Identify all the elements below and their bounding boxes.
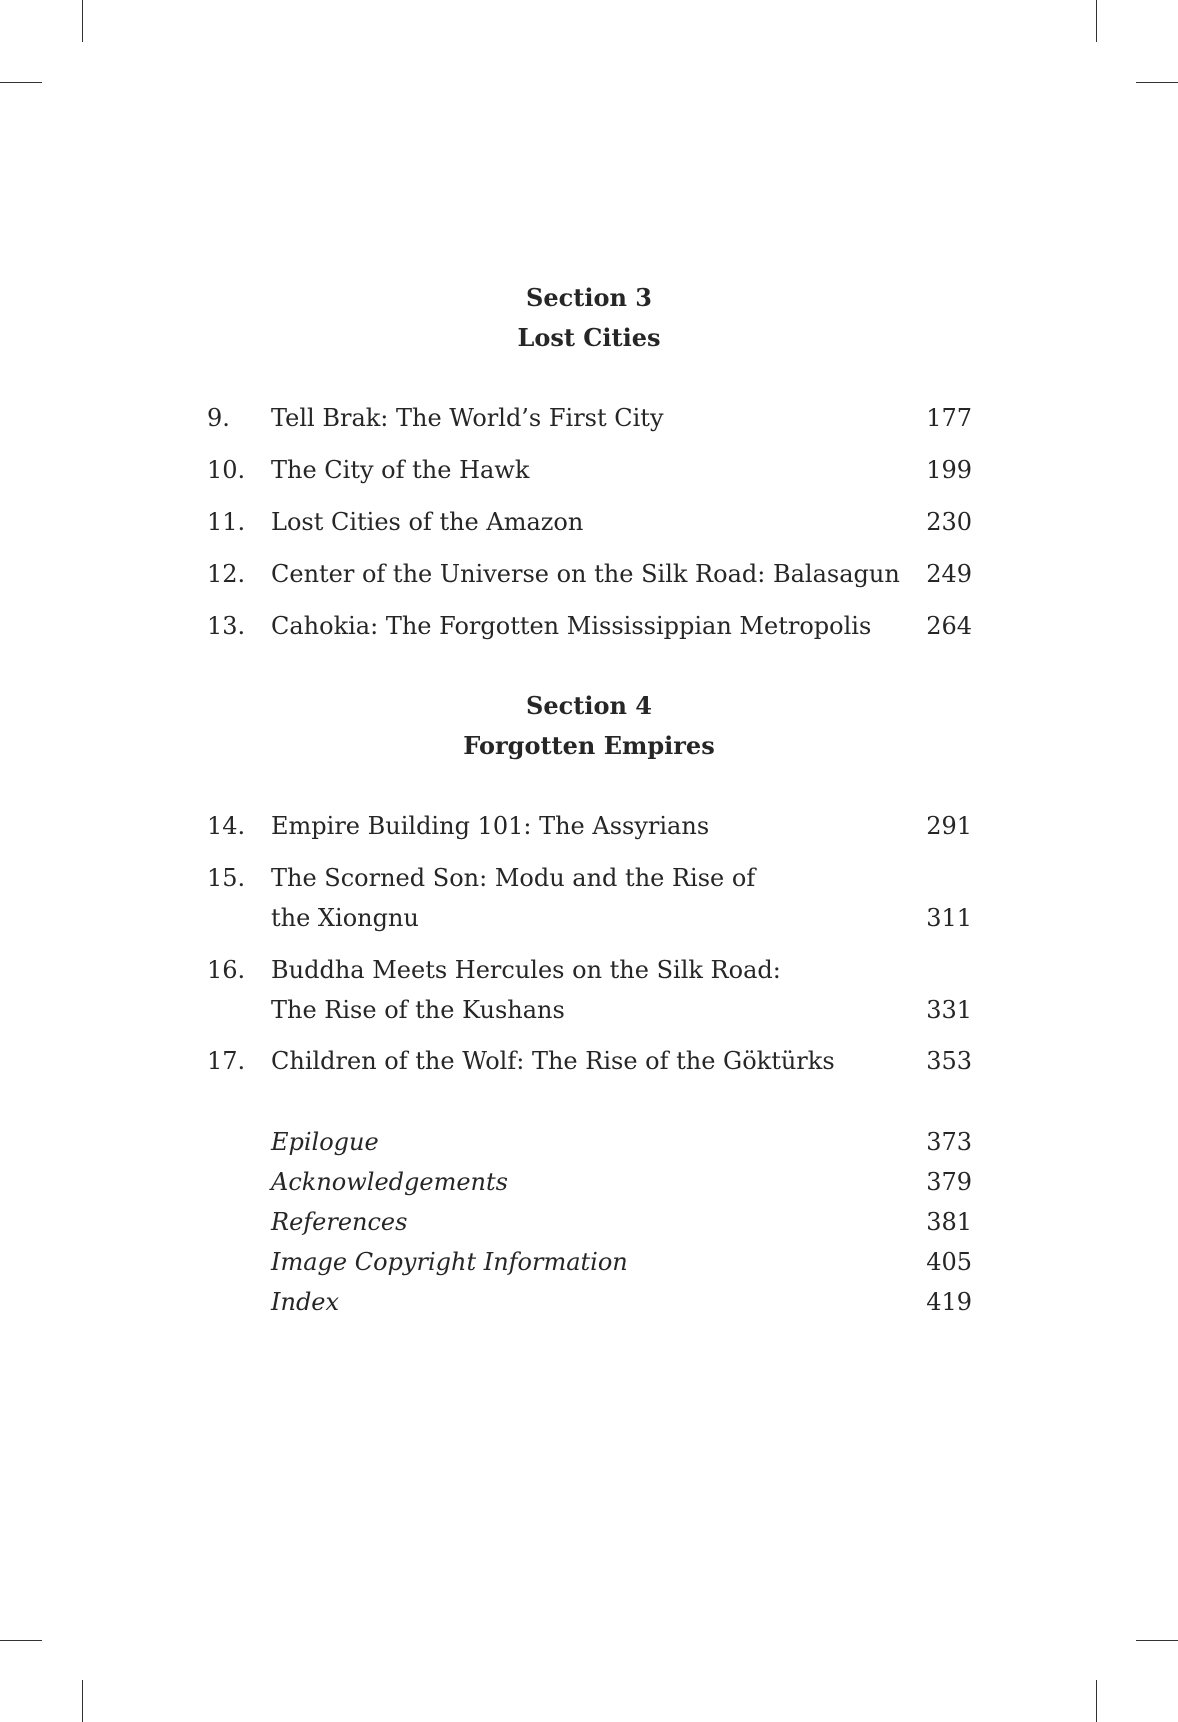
chapter-title-line: The City of the Hawk (271, 456, 530, 484)
crop-mark-top-right (1096, 0, 1097, 42)
chapter-title-line: The Scorned Son: Modu and the Rise of (271, 864, 756, 892)
chapter-title (271, 398, 891, 438)
toc-entry[interactable] (0, 502, 1178, 542)
chapter-title (271, 858, 891, 938)
page-number: 311 (926, 904, 972, 932)
chapter-number: 16. (207, 956, 246, 984)
chapter-number: 14. (207, 812, 246, 840)
chapter-title-line: the Xiongnu (271, 904, 419, 932)
chapter-title (271, 554, 900, 594)
page-number: 264 (926, 612, 972, 640)
backmatter-title (271, 1122, 891, 1162)
page-number: 331 (926, 996, 972, 1024)
crop-mark-top-left-h (0, 82, 42, 83)
page-number: 405 (926, 1248, 972, 1276)
page-number: 199 (926, 456, 972, 484)
toc-entry-backmatter[interactable] (0, 1162, 1178, 1202)
toc-entry-backmatter[interactable] (0, 1202, 1178, 1242)
toc-entry[interactable] (0, 950, 1178, 1030)
chapter-number: 11. (207, 508, 246, 536)
page-number: 379 (926, 1168, 972, 1196)
page-number: 373 (926, 1128, 972, 1156)
chapter-title-line: Children of the Wolf: The Rise of the Göktürks (271, 1047, 835, 1075)
chapter-title (271, 950, 891, 1030)
chapter-title-line: Lost Cities of the Amazon (271, 508, 584, 536)
toc-entry-backmatter[interactable] (0, 1242, 1178, 1282)
toc-entry[interactable] (0, 1041, 1178, 1081)
page-number: 249 (926, 560, 972, 588)
chapter-title-line: Tell Brak: The World’s First City (271, 404, 664, 432)
chapter-number: 13. (207, 612, 246, 640)
chapter-title (271, 502, 891, 542)
toc-entry[interactable] (0, 606, 1178, 646)
page-number: 419 (926, 1288, 972, 1316)
chapter-number: 17. (207, 1047, 246, 1075)
chapter-title-line: The Rise of the Kushans (271, 996, 565, 1024)
section-label: Section 4 (526, 691, 652, 720)
section-heading (0, 686, 1178, 766)
section-heading (0, 278, 1178, 358)
chapter-number: 15. (207, 864, 246, 892)
section-title: Forgotten Empires (463, 731, 715, 760)
toc-entry-backmatter[interactable] (0, 1122, 1178, 1162)
page-number: 230 (926, 508, 972, 536)
crop-mark-bottom-right-h (1136, 1640, 1178, 1641)
toc-entry[interactable] (0, 398, 1178, 438)
backmatter-title (271, 1242, 891, 1282)
section-title: Lost Cities (517, 323, 661, 352)
backmatter-title-line: Epilogue (271, 1128, 379, 1156)
backmatter-title-line: Index (271, 1288, 340, 1316)
chapter-title (271, 606, 891, 646)
chapter-title-line: Empire Building 101: The Assyrians (271, 812, 710, 840)
toc-entry[interactable] (0, 858, 1178, 938)
crop-mark-bottom-left-h (0, 1640, 42, 1641)
toc-entry-backmatter[interactable] (0, 1282, 1178, 1322)
chapter-title (271, 1041, 891, 1081)
chapter-title-line: Buddha Meets Hercules on the Silk Road: (271, 956, 781, 984)
toc-entry[interactable] (0, 806, 1178, 846)
backmatter-title (271, 1162, 891, 1202)
backmatter-title-line: References (271, 1208, 408, 1236)
crop-mark-top-right-h (1136, 82, 1178, 83)
page-number: 291 (926, 812, 972, 840)
chapter-title (271, 450, 891, 490)
backmatter-title (271, 1202, 891, 1242)
chapter-title (271, 806, 891, 846)
crop-mark-top-left (82, 0, 83, 42)
backmatter-title-line: Acknowledgements (271, 1168, 508, 1196)
page-number: 177 (926, 404, 972, 432)
chapter-number: 9. (207, 404, 230, 432)
backmatter-title (271, 1282, 891, 1322)
page-number: 353 (926, 1047, 972, 1075)
toc-entry[interactable] (0, 450, 1178, 490)
section-label: Section 3 (526, 283, 652, 312)
toc-entry[interactable] (0, 554, 1178, 594)
backmatter-title-line: Image Copyright Information (271, 1248, 628, 1276)
crop-mark-bottom-right (1096, 1680, 1097, 1722)
chapter-number: 12. (207, 560, 246, 588)
chapter-title-line: Cahokia: The Forgotten Mississippian Metropolis (271, 612, 872, 640)
crop-mark-bottom-left (82, 1680, 83, 1722)
chapter-title-line: Center of the Universe on the Silk Road: Balasagun (271, 560, 900, 588)
page-number: 381 (926, 1208, 972, 1236)
chapter-number: 10. (207, 456, 246, 484)
